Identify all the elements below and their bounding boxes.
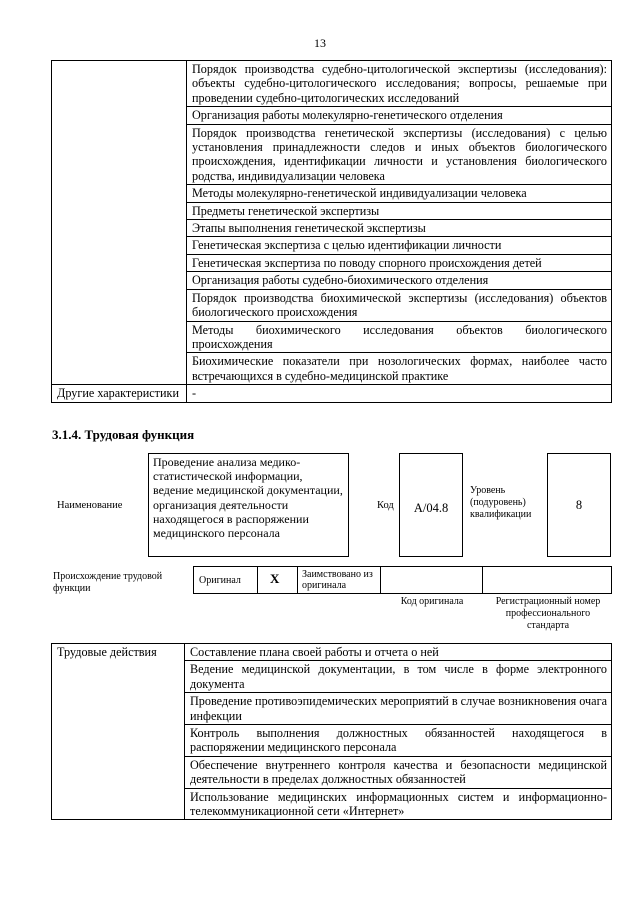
table-cell: Генетическая экспертиза по поводу спорного происхождения детей (187, 254, 612, 271)
table-row (52, 385, 612, 402)
level-value: 8 (547, 453, 611, 557)
section-heading: 3.1.4. Трудовая функция (52, 427, 195, 442)
actions-label: Трудовые действия (52, 644, 185, 820)
original-code-cell (381, 567, 483, 593)
table-cell: Контроль выполнения должностных обязанностей находящегося в распоряжении медицинского персонала (185, 725, 612, 757)
knowledge-table (51, 60, 612, 403)
other-characteristics-value: - (187, 385, 612, 402)
origin-label: Происхождение трудовой функции (53, 571, 163, 594)
borrowed-label: Заимствовано из оригинала (298, 567, 381, 593)
table-cell: Ведение медицинской документации, в том числе в форме электронного документа (185, 661, 612, 693)
name-label: Наименование (57, 500, 123, 511)
table-row (52, 644, 612, 661)
page-number: 13 (314, 36, 326, 50)
table-cell: Использование медицинских информационных систем и информационно-телекоммуникационной сети «Интернет» (185, 788, 612, 820)
table-cell: Обеспечение внутреннего контроля качества и безопасности медицинской деятельности в пределах должностных обязанностей (185, 756, 612, 788)
reg-number-caption: Регистрационный номер профессионального стандарта (495, 596, 601, 631)
original-code-caption: Код оригинала (400, 596, 464, 607)
origin-row (193, 566, 612, 594)
table-row (52, 61, 612, 107)
level-label: Уровень (подуровень) квалификации (470, 485, 532, 520)
code-value: A/04.8 (399, 453, 463, 557)
table-cell: Предметы генетической экспертизы (187, 202, 612, 219)
name-value: Проведение анализа медико-статистической информации, ведение медицинской документации, организация деятельности находящегося в распоряжении медицинского персонала (148, 453, 349, 557)
reg-number-cell (483, 567, 611, 593)
table-cell: Биохимические показатели при нозологических формах, наиболее часто встречающихся в судебно-медицинской практике (187, 353, 612, 385)
table-cell: Этапы выполнения генетической экспертизы (187, 220, 612, 237)
table-cell: Порядок производства генетической экспертизы (исследования) с целью установления принадлежности следов и иных объектов биологического происхождения, идентификации личности и установления биологического родства, индивидуализации человека (187, 124, 612, 185)
table-cell: Генетическая экспертиза с целью идентификации личности (187, 237, 612, 254)
other-characteristics-label: Другие характеристики (52, 385, 187, 402)
code-label: Код (377, 500, 394, 511)
table-cell: Порядок производства биохимической экспертизы (исследования) объектов биологического происхождения (187, 289, 612, 321)
table-cell: Организация работы молекулярно-генетического отделения (187, 107, 612, 124)
table-cell: Организация работы судебно-биохимического отделения (187, 272, 612, 289)
table-cell: Порядок производства судебно-цитологической экспертизы (исследования): объекты судебно-цитологического исследования; вопросы, решаемые при проведении судебно-цитологических исследований (187, 61, 612, 107)
table-cell: Проведение противоэпидемических мероприятий в случае возникновения очага инфекции (185, 693, 612, 725)
table-cell: Составление плана своей работы и отчета о ней (185, 644, 612, 661)
table-cell: Методы молекулярно-генетической индивидуализации человека (187, 185, 612, 202)
original-mark: X (258, 567, 298, 593)
actions-table (51, 643, 612, 820)
table-cell-empty (52, 61, 187, 385)
original-label: Оригинал (194, 567, 258, 593)
table-cell: Методы биохимического исследования объектов биологического происхождения (187, 321, 612, 353)
